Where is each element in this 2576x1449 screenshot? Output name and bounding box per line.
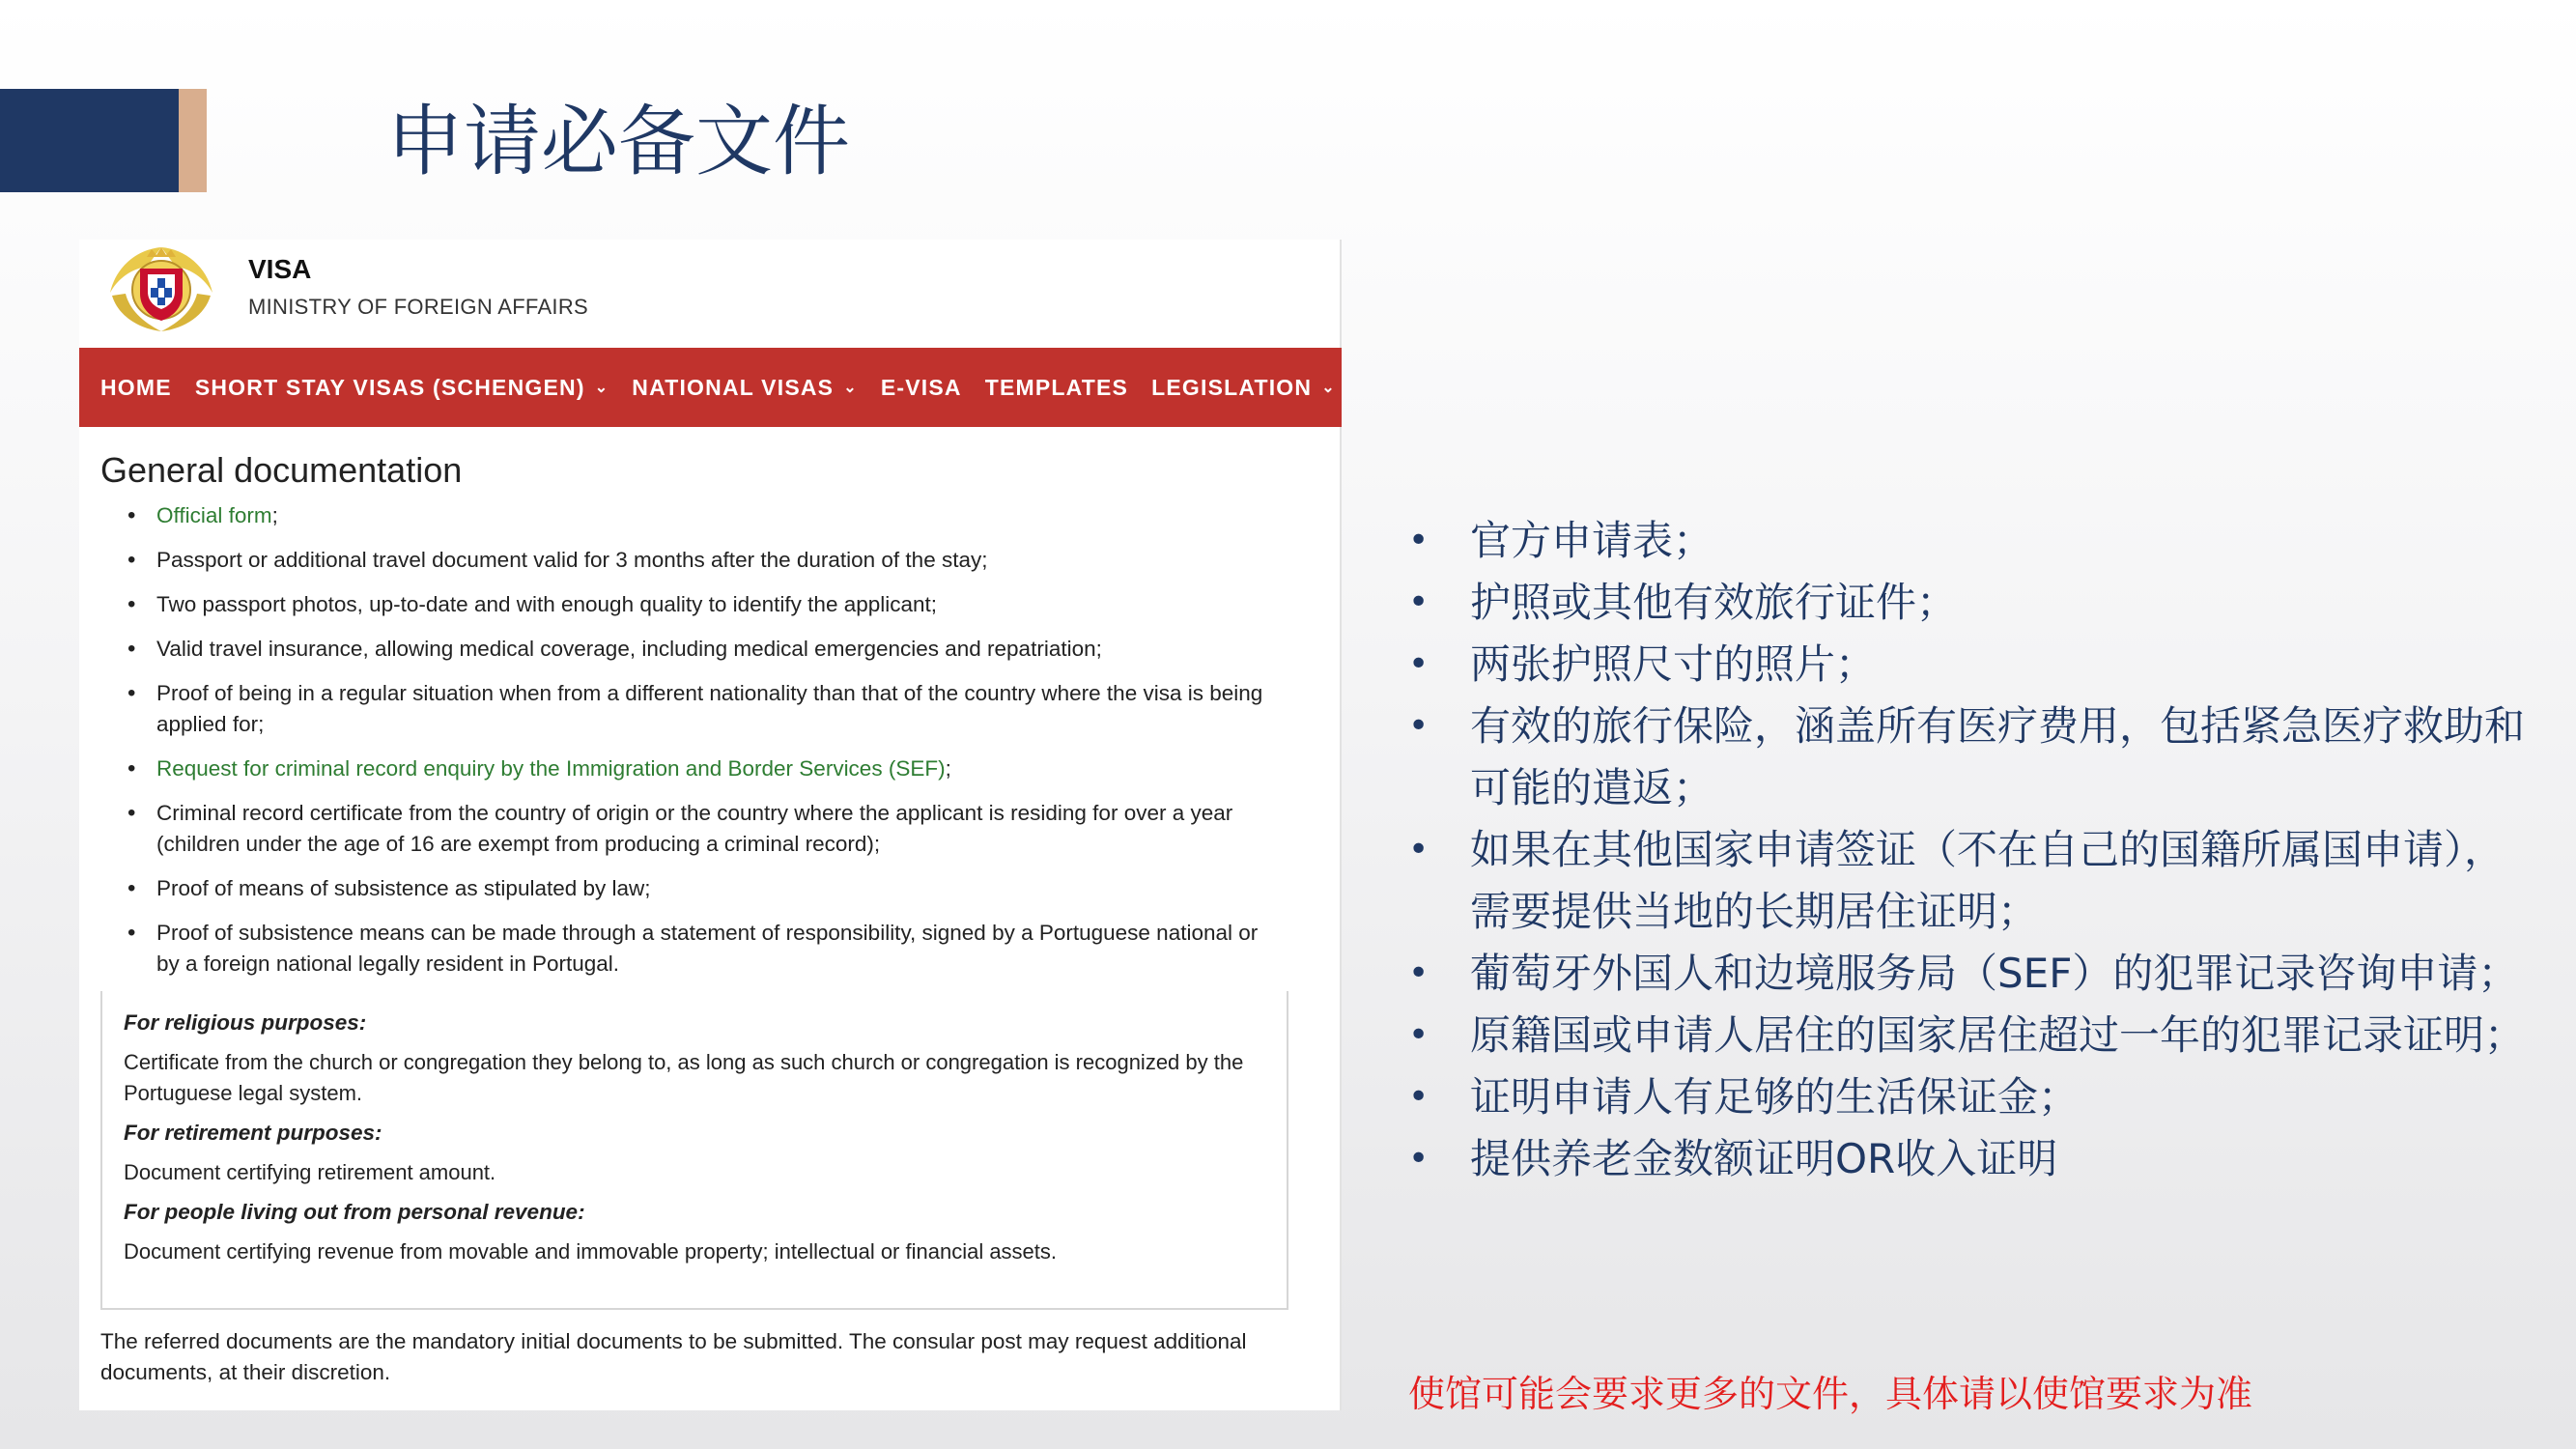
doc-item-text: ; xyxy=(945,756,951,781)
purpose-text: Document certifying retirement amount. xyxy=(124,1160,496,1184)
purpose-heading: For religious purposes: xyxy=(124,1010,367,1035)
site-title: VISA xyxy=(248,254,312,284)
cn-list-item: • 两张护照尺寸的照片； xyxy=(1401,634,2540,696)
site-subtitle: MINISTRY OF FOREIGN AFFAIRS xyxy=(248,295,589,319)
chinese-requirements-list xyxy=(1401,510,2540,1190)
doc-list-item xyxy=(79,678,1342,740)
cn-list-item: • 如果在其他国家申请签证（不在自己的国籍所属国申请），需要提供当地的长期居住证明； xyxy=(1401,819,2540,943)
nav-item-label: HOME xyxy=(100,374,172,400)
cn-list-item: • 证明申请人有足够的生活保证金； xyxy=(1401,1066,2540,1128)
coat-of-arms-logo xyxy=(99,240,224,336)
doc-item-text: Proof of being in a regular situation when from a different nationality than that of the country where the visa is being applied for; xyxy=(156,681,1263,736)
nav-item[interactable] xyxy=(79,375,184,401)
cn-list-item: • 葡萄牙外国人和边境服务局（SEF）的犯罪记录咨询申请； xyxy=(1401,943,2540,1005)
purpose-text: Certificate from the church or congregation they belong to, as long as such church or congregation is recognized by the Portuguese legal system. xyxy=(124,1050,1244,1105)
chevron-down-icon: ⌄ xyxy=(594,380,609,396)
nav-item-label: SHORT STAY VISAS (SCHENGEN) xyxy=(194,374,585,400)
accent-bar-navy xyxy=(0,89,179,192)
embassy-note: 使馆可能会要求更多的文件，具体请以使馆要求为准 xyxy=(1408,1373,2253,1415)
nav-item-label: NATIONAL VISAS xyxy=(632,374,835,400)
doc-link[interactable]: Official form xyxy=(156,503,272,527)
nav-item[interactable] xyxy=(1140,375,1342,401)
chevron-down-icon: ⌄ xyxy=(843,380,858,396)
doc-list-item xyxy=(79,589,1342,620)
closing-note: The referred documents are the mandatory initial documents to be submitted. The consular post may request additional documents, at their discretion. xyxy=(100,1329,1247,1384)
accent-bar-tan xyxy=(179,89,207,192)
doc-list-item xyxy=(79,545,1342,576)
nav-item-label: TEMPLATES xyxy=(984,374,1129,400)
cn-list-item: • 原籍国或申请人居住的国家居住超过一年的犯罪记录证明； xyxy=(1401,1005,2540,1066)
documentation-list xyxy=(79,500,1342,993)
purpose-heading: For retirement purposes: xyxy=(124,1121,382,1145)
cn-list-item: • 提供养老金数额证明OR收入证明 xyxy=(1401,1128,2540,1190)
cn-list-item: • 有效的旅行保险，涵盖所有医疗费用，包括紧急医疗救助和可能的遣返； xyxy=(1401,696,2540,819)
doc-list-item xyxy=(79,873,1342,904)
purpose-text: Document certifying revenue from movable and immovable property; intellectual or financial assets. xyxy=(124,1239,1058,1264)
cn-list-item: • 官方申请表； xyxy=(1401,510,2540,572)
doc-item-text: Two passport photos, up-to-date and with enough quality to identify the applicant; xyxy=(156,592,938,616)
nav-item[interactable] xyxy=(184,375,620,401)
nav-item[interactable] xyxy=(869,375,974,401)
doc-list-item xyxy=(79,753,1342,784)
doc-list-item xyxy=(79,634,1342,665)
chevron-down-icon: ⌄ xyxy=(1321,380,1336,396)
doc-list-item xyxy=(79,500,1342,531)
doc-item-text: Proof of subsistence means can be made through a statement of responsibility, signed by a Portuguese national or by a foreign national legally resident in Portugal. xyxy=(156,921,1259,976)
nav-item[interactable] xyxy=(620,375,869,401)
doc-item-text: Proof of means of subsistence as stipulated by law; xyxy=(156,876,651,900)
website-screenshot xyxy=(79,240,1342,1410)
doc-item-text: Passport or additional travel document valid for 3 months after the duration of the stay; xyxy=(156,548,988,572)
doc-item-text: Criminal record certificate from the country of origin or the country where the applicant is residing for over a year (children under the age of 16 are exempt from producing a criminal record); xyxy=(156,801,1233,856)
main-navbar xyxy=(79,348,1342,427)
cn-list-item: • 护照或其他有效旅行证件； xyxy=(1401,572,2540,634)
purposes-box xyxy=(100,991,1288,1310)
doc-link[interactable]: Request for criminal record enquiry by the Immigration and Border Services (SEF) xyxy=(156,756,946,781)
doc-item-text: ; xyxy=(271,503,278,527)
nav-item-label: E-VISA xyxy=(880,374,962,400)
section-heading: General documentation xyxy=(100,450,463,490)
purpose-heading: For people living out from personal revenue: xyxy=(124,1200,585,1224)
nav-item[interactable] xyxy=(974,375,1140,401)
doc-list-item xyxy=(79,798,1342,860)
doc-list-item xyxy=(79,918,1342,980)
nav-item-label: LEGISLATION xyxy=(1151,374,1313,400)
slide-title: 申请必备文件 xyxy=(386,97,850,186)
doc-item-text: Valid travel insurance, allowing medical coverage, including medical emergencies and repatriation; xyxy=(156,637,1102,661)
